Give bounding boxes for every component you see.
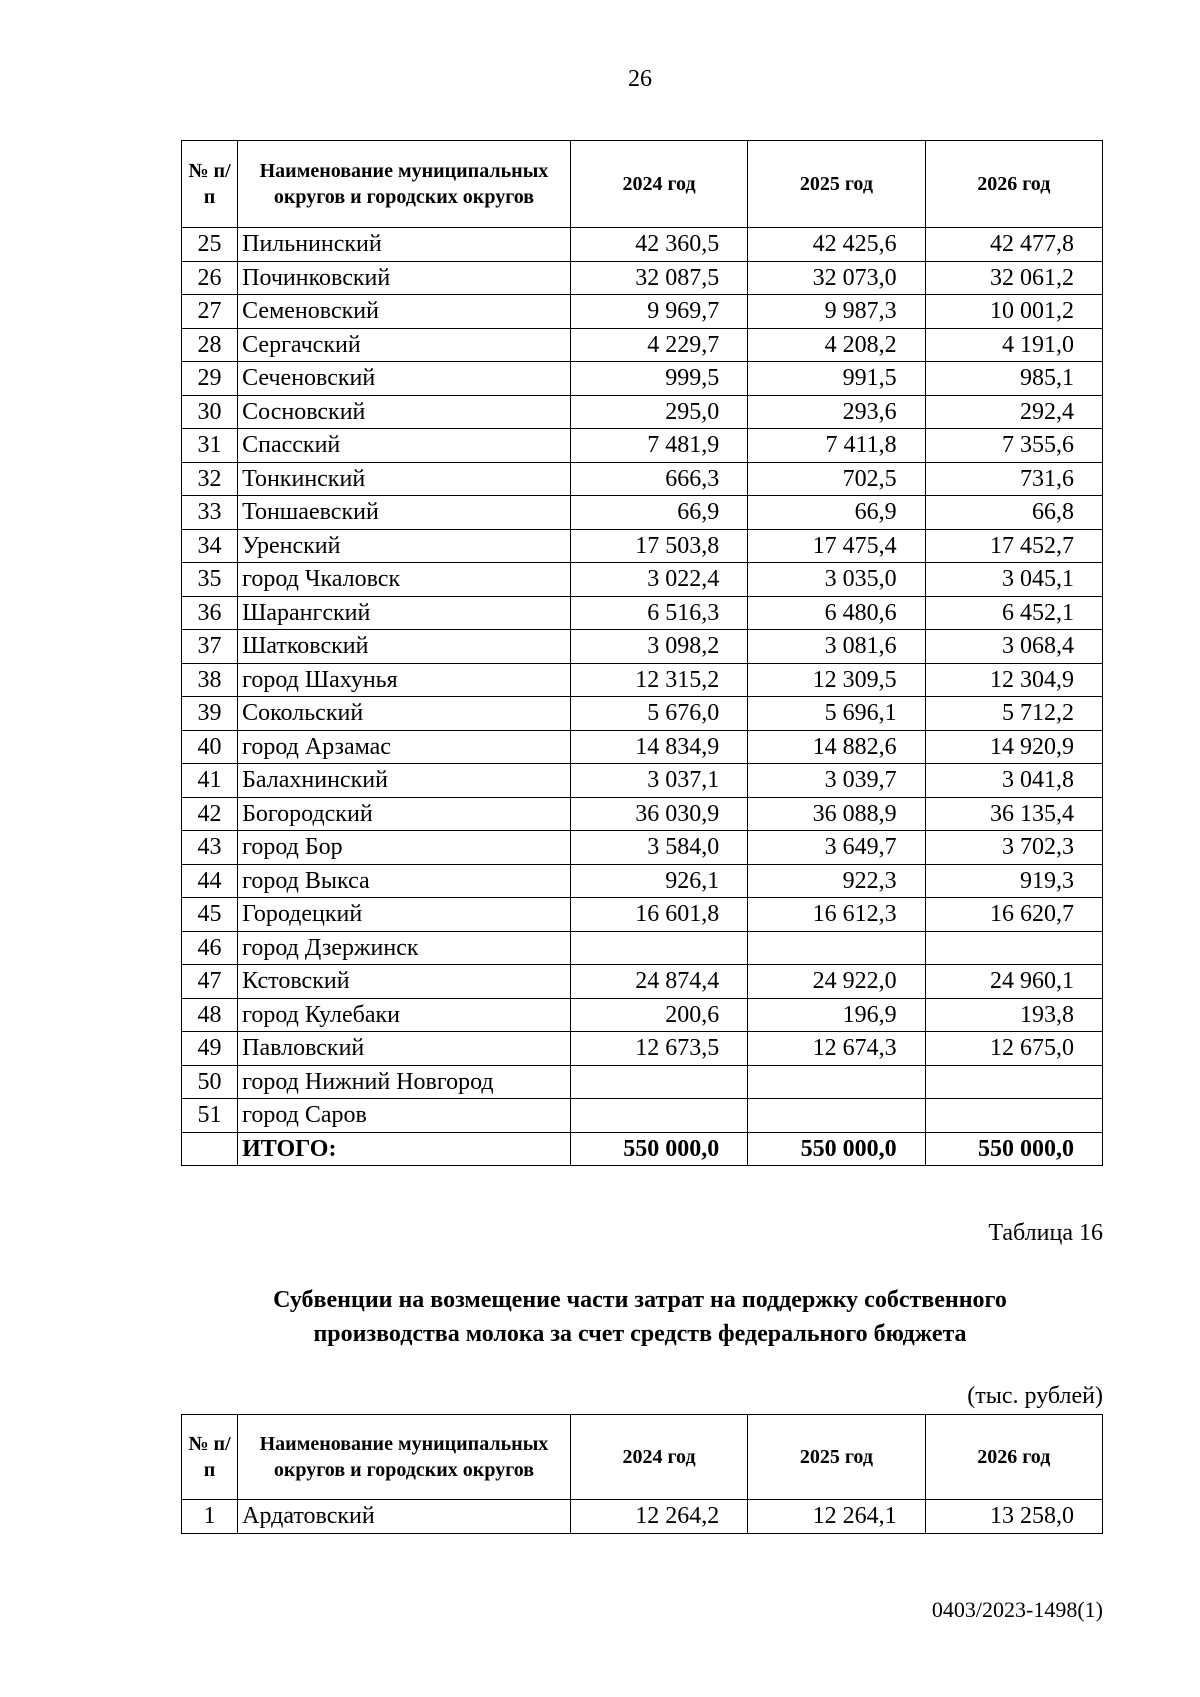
value-2026: 36 135,4: [925, 797, 1102, 831]
value-2024: [570, 1099, 747, 1133]
district-name: город Бор: [238, 831, 571, 865]
value-2025: 6 480,6: [748, 596, 925, 630]
table-row: [182, 395, 1103, 429]
district-name: Тоншаевский: [238, 496, 571, 530]
header-2024: 2024 год: [570, 141, 747, 228]
value-2026: 32 061,2: [925, 261, 1102, 295]
value-2024: 14 834,9: [570, 730, 747, 764]
value-2024: 926,1: [570, 864, 747, 898]
table-row: [182, 697, 1103, 731]
table-row: [182, 563, 1103, 597]
value-2025: 12 264,1: [748, 1500, 925, 1534]
value-2026: 16 620,7: [925, 898, 1102, 932]
table-row: [182, 864, 1103, 898]
value-2025: 3 035,0: [748, 563, 925, 597]
table-row: [182, 797, 1103, 831]
row-number: 46: [182, 931, 238, 965]
total-label: ИТОГО:: [238, 1132, 571, 1166]
table-row: [182, 328, 1103, 362]
value-2025: 12 309,5: [748, 663, 925, 697]
row-number: 51: [182, 1099, 238, 1133]
value-2026: 292,4: [925, 395, 1102, 429]
district-name: Кстовский: [238, 965, 571, 999]
table-row: [182, 429, 1103, 463]
header-2024: 2024 год: [570, 1415, 747, 1500]
value-2024: 12 673,5: [570, 1032, 747, 1066]
table-row: [182, 1065, 1103, 1099]
table-row: [182, 596, 1103, 630]
row-number: 38: [182, 663, 238, 697]
value-2026: 4 191,0: [925, 328, 1102, 362]
row-number: 39: [182, 697, 238, 731]
district-name: Сосновский: [238, 395, 571, 429]
total-2024: 550 000,0: [570, 1132, 747, 1166]
district-name: город Чкаловск: [238, 563, 571, 597]
value-2024: 66,9: [570, 496, 747, 530]
row-number: 47: [182, 965, 238, 999]
value-2025: 66,9: [748, 496, 925, 530]
header-2025: 2025 год: [748, 141, 925, 228]
table-row: [182, 831, 1103, 865]
table-row: [182, 529, 1103, 563]
value-2025: 14 882,6: [748, 730, 925, 764]
table-row: [182, 898, 1103, 932]
table-row: [182, 228, 1103, 262]
page-number: 26: [628, 66, 652, 92]
value-2025: 32 073,0: [748, 261, 925, 295]
value-2024: 999,5: [570, 362, 747, 396]
table-row: [182, 462, 1103, 496]
district-name: Ардатовский: [238, 1500, 571, 1534]
table-row: [182, 931, 1103, 965]
header-2025: 2025 год: [748, 1415, 925, 1500]
value-2024: 3 584,0: [570, 831, 747, 865]
header-name: Наименование муниципальных округов и городских округов: [238, 141, 571, 228]
district-name: город Нижний Новгород: [238, 1065, 571, 1099]
value-2025: [748, 1065, 925, 1099]
district-name: город Выкса: [238, 864, 571, 898]
row-number: 30: [182, 395, 238, 429]
document-code: 0403/2023-1498(1): [931, 1597, 1103, 1622]
value-2026: 66,8: [925, 496, 1102, 530]
value-2025: 12 674,3: [748, 1032, 925, 1066]
header-num: № п/п: [182, 1415, 238, 1500]
value-2025: 9 987,3: [748, 295, 925, 329]
value-2026: 193,8: [925, 998, 1102, 1032]
value-2026: 14 920,9: [925, 730, 1102, 764]
value-2026: [925, 1065, 1102, 1099]
value-2024: 7 481,9: [570, 429, 747, 463]
row-number: 27: [182, 295, 238, 329]
value-2025: 3 081,6: [748, 630, 925, 664]
district-name: город Кулебаки: [238, 998, 571, 1032]
value-2024: 16 601,8: [570, 898, 747, 932]
value-2024: 5 676,0: [570, 697, 747, 731]
value-2024: 666,3: [570, 462, 747, 496]
value-2024: 200,6: [570, 998, 747, 1032]
row-number: 43: [182, 831, 238, 865]
district-name: город Шахунья: [238, 663, 571, 697]
district-name: Шарангский: [238, 596, 571, 630]
value-2025: 7 411,8: [748, 429, 925, 463]
value-2024: 12 315,2: [570, 663, 747, 697]
value-2025: 196,9: [748, 998, 925, 1032]
total-2025: 550 000,0: [748, 1132, 925, 1166]
value-2024: 4 229,7: [570, 328, 747, 362]
row-number: 34: [182, 529, 238, 563]
district-name: Шатковский: [238, 630, 571, 664]
value-2025: [748, 931, 925, 965]
district-name: Балахнинский: [238, 764, 571, 798]
district-name: Богородский: [238, 797, 571, 831]
value-2025: 42 425,6: [748, 228, 925, 262]
value-2025: 702,5: [748, 462, 925, 496]
table-row: [182, 1099, 1103, 1133]
value-2026: [925, 931, 1102, 965]
row-number: 42: [182, 797, 238, 831]
district-name: Тонкинский: [238, 462, 571, 496]
value-2026: [925, 1099, 1102, 1133]
district-name: Сергачский: [238, 328, 571, 362]
district-name: Городецкий: [238, 898, 571, 932]
row-number: 26: [182, 261, 238, 295]
value-2025: 991,5: [748, 362, 925, 396]
row-number: 32: [182, 462, 238, 496]
value-2024: [570, 931, 747, 965]
value-2024: 9 969,7: [570, 295, 747, 329]
header-num: № п/п: [182, 141, 238, 228]
value-2024: 295,0: [570, 395, 747, 429]
district-name: Спасский: [238, 429, 571, 463]
value-2025: 5 696,1: [748, 697, 925, 731]
row-number: 44: [182, 864, 238, 898]
value-2024: 6 516,3: [570, 596, 747, 630]
value-2024: 42 360,5: [570, 228, 747, 262]
header-2026: 2026 год: [925, 141, 1102, 228]
value-2024: 12 264,2: [570, 1500, 747, 1534]
table-title-line-1: Субвенции на возмещение части затрат на поддержку собственного: [273, 1287, 1007, 1313]
table-title: [0, 1283, 1200, 1351]
table-row: [182, 764, 1103, 798]
row-number: 41: [182, 764, 238, 798]
table-row: [182, 1032, 1103, 1066]
row-number: 37: [182, 630, 238, 664]
row-number: 50: [182, 1065, 238, 1099]
value-2026: 985,1: [925, 362, 1102, 396]
value-2026: 24 960,1: [925, 965, 1102, 999]
subsidy-table-1: [181, 140, 1103, 1166]
table-row: [182, 730, 1103, 764]
value-2024: 3 098,2: [570, 630, 747, 664]
value-2024: 24 874,4: [570, 965, 747, 999]
subsidy-table-2: [181, 1414, 1103, 1534]
district-name: город Саров: [238, 1099, 571, 1133]
row-number: 25: [182, 228, 238, 262]
value-2025: 17 475,4: [748, 529, 925, 563]
value-2026: 6 452,1: [925, 596, 1102, 630]
row-number: 31: [182, 429, 238, 463]
row-number: 1: [182, 1500, 238, 1534]
table-row: [182, 496, 1103, 530]
table-row: [182, 663, 1103, 697]
table-row: [182, 630, 1103, 664]
row-number: 49: [182, 1032, 238, 1066]
value-2026: 13 258,0: [925, 1500, 1102, 1534]
value-2024: [570, 1065, 747, 1099]
row-number: 35: [182, 563, 238, 597]
value-2026: 10 001,2: [925, 295, 1102, 329]
value-2025: 16 612,3: [748, 898, 925, 932]
header-2026: 2026 год: [925, 1415, 1102, 1500]
value-2025: 36 088,9: [748, 797, 925, 831]
value-2026: 3 045,1: [925, 563, 1102, 597]
value-2026: 5 712,2: [925, 697, 1102, 731]
total-row: [182, 1132, 1103, 1166]
value-2026: 3 041,8: [925, 764, 1102, 798]
district-name: Починковский: [238, 261, 571, 295]
row-number: 48: [182, 998, 238, 1032]
value-2026: 731,6: [925, 462, 1102, 496]
value-2025: 922,3: [748, 864, 925, 898]
table-row: [182, 965, 1103, 999]
table-row: [182, 261, 1103, 295]
value-2024: 3 022,4: [570, 563, 747, 597]
value-2025: 3 039,7: [748, 764, 925, 798]
value-2026: 12 304,9: [925, 663, 1102, 697]
row-number: 33: [182, 496, 238, 530]
value-2024: 3 037,1: [570, 764, 747, 798]
total-2026: 550 000,0: [925, 1132, 1102, 1166]
value-2026: 3 068,4: [925, 630, 1102, 664]
header-name: Наименование муниципальных округов и городских округов: [238, 1415, 571, 1500]
value-2024: 32 087,5: [570, 261, 747, 295]
table-row: [182, 1500, 1103, 1534]
table-title-line-2: производства молока за счет средств федерального бюджета: [313, 1321, 967, 1347]
value-2025: 4 208,2: [748, 328, 925, 362]
district-name: Пильнинский: [238, 228, 571, 262]
value-2026: 42 477,8: [925, 228, 1102, 262]
district-name: Сокольский: [238, 697, 571, 731]
value-2025: 24 922,0: [748, 965, 925, 999]
district-name: город Арзамас: [238, 730, 571, 764]
row-number: 40: [182, 730, 238, 764]
table-row: [182, 295, 1103, 329]
value-2026: 3 702,3: [925, 831, 1102, 865]
value-2026: 12 675,0: [925, 1032, 1102, 1066]
value-2026: 919,3: [925, 864, 1102, 898]
value-2024: 17 503,8: [570, 529, 747, 563]
district-name: город Дзержинск: [238, 931, 571, 965]
district-name: Павловский: [238, 1032, 571, 1066]
district-name: Семеновский: [238, 295, 571, 329]
value-2025: 3 649,7: [748, 831, 925, 865]
row-number: 28: [182, 328, 238, 362]
table-caption: Таблица 16: [988, 1220, 1103, 1246]
units-label: (тыс. рублей): [967, 1383, 1103, 1409]
table-row: [182, 998, 1103, 1032]
row-number: 36: [182, 596, 238, 630]
district-name: Уренский: [238, 529, 571, 563]
district-name: Сеченовский: [238, 362, 571, 396]
value-2026: 17 452,7: [925, 529, 1102, 563]
value-2025: [748, 1099, 925, 1133]
value-2025: 293,6: [748, 395, 925, 429]
value-2024: 36 030,9: [570, 797, 747, 831]
row-number: 45: [182, 898, 238, 932]
row-number: 29: [182, 362, 238, 396]
value-2026: 7 355,6: [925, 429, 1102, 463]
table-row: [182, 362, 1103, 396]
total-num: [182, 1132, 238, 1166]
